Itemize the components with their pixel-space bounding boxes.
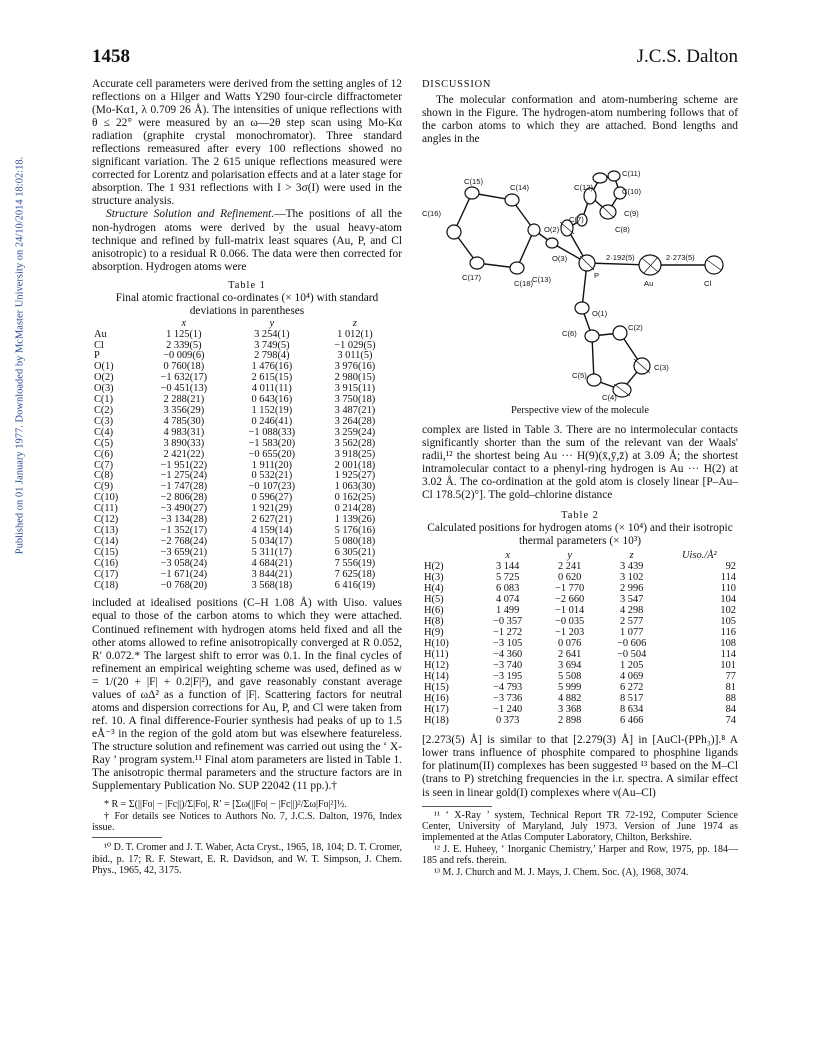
table-row — [424, 682, 736, 693]
table-cell: 3 750(18) — [334, 394, 376, 406]
table-cell: 92 — [725, 561, 736, 573]
label-o2: O(2) — [544, 225, 560, 234]
table-cell: −1 240 — [493, 704, 523, 716]
table-row — [424, 583, 736, 594]
table-cell: −0 504 — [617, 649, 647, 661]
table-cell: 3 259(24) — [334, 426, 376, 438]
table-row — [94, 559, 394, 570]
table-row — [424, 671, 736, 682]
label-c17: C(17) — [462, 273, 481, 282]
table-cell: −1 275(24) — [160, 470, 208, 482]
table-cell: 2 288(21) — [163, 394, 205, 406]
table-cell: 0 076 — [557, 638, 582, 650]
label-c4: C(4) — [602, 393, 617, 402]
table-cell: 5 725 — [495, 572, 520, 584]
table-cell: 3 144 — [495, 561, 520, 573]
atom-label: O(3) — [94, 383, 114, 395]
table-cell: 114 — [720, 649, 736, 661]
table-cell: −3 490(27) — [160, 503, 208, 515]
table-cell: −0 107(23) — [248, 481, 296, 493]
label-o1: O(1) — [592, 309, 608, 318]
table-cell: 3 568(18) — [251, 579, 293, 591]
molecule-figure — [422, 168, 738, 403]
atom-label: P — [94, 350, 100, 362]
table-row — [94, 570, 394, 581]
atom-label: Cl — [94, 339, 104, 351]
figure-caption: Perspective view of the molecule — [511, 405, 649, 416]
table-cell: 0 162(25) — [334, 492, 376, 504]
table-cell: −0 768(20) — [160, 579, 208, 591]
table-cell: 3 368 — [557, 704, 582, 716]
journal-title: J.C.S. Dalton — [636, 46, 738, 67]
table-row — [94, 330, 394, 341]
table-cell: 4 074 — [495, 594, 520, 606]
table-cell: 8 634 — [619, 704, 644, 716]
paragraph-discussion: The molecular conformation and atom-numbering scheme are shown in the Figure. The hydrogen-atom numbering follows that of the carbon atoms to which they are attached. Bond lengths and angles in the — [422, 94, 738, 146]
table-row — [424, 649, 736, 660]
page-header — [92, 46, 738, 72]
atom-label: H(16) — [424, 693, 449, 705]
table-cell: −1 671(24) — [160, 568, 208, 580]
table2-hydrogen-positions — [424, 550, 736, 726]
paragraph-cell-parameters: Accurate cell parameters were derived from the setting angles of 12 reflections on a Hilger and Watts Y290 four-circle diffractometer (Mo-Kα1, λ 0.709 26 Å). The intensities of unique reflections with θ ≤ 22° were measured by an ω—2θ step scan using Mo-Kα radiation (graphite crystal monochromator). Three standard reflections remeasured after every 100 reflections showed no significant variation. The 2 615 unique reflections measured were corrected for Lorentz and polarisation effects and at a later stage for absorption. The 1 931 reflections with I > 3σ(I) were used in the structure analysis. — [92, 78, 402, 208]
atom-label: C(5) — [94, 437, 114, 449]
left-column — [92, 78, 402, 877]
table-cell: 1 499 — [495, 605, 520, 617]
right-column-bottom — [422, 424, 738, 878]
table-row — [424, 693, 736, 704]
table-cell: 84 — [725, 704, 736, 716]
table-row — [424, 572, 736, 583]
table-cell: −3 195 — [493, 671, 523, 683]
table-cell: 2 898 — [557, 715, 582, 727]
footnote-rule — [92, 837, 162, 838]
label-c2: C(2) — [628, 323, 643, 332]
table-header-cell: x — [181, 317, 187, 329]
atom-label: C(3) — [94, 415, 114, 427]
table-cell: 1 077 — [619, 627, 644, 639]
table2-caption: Calculated positions for hydrogen atoms (× 10⁴) and their isotropic thermal parameters (× 10³) — [427, 522, 733, 548]
table-cell: −3 740 — [493, 660, 523, 672]
table-cell: 4 983(31) — [163, 426, 205, 438]
table-cell: 5 508 — [557, 671, 582, 683]
atom-label: H(4) — [424, 583, 444, 595]
table-cell: −1 583(20) — [248, 437, 296, 449]
table-cell: 2 421(22) — [163, 448, 205, 460]
atom-label: C(15) — [94, 546, 119, 558]
table-cell: 4 882 — [557, 693, 582, 705]
label-c5: C(5) — [572, 371, 587, 380]
table-cell: 4 069 — [619, 671, 644, 683]
footnote-ref-11: ¹¹ ‘ X-Ray ’ system, Technical Report TR 72-192, Computer Science Center, University of Maryland, July 1973. Version of June 1974 as implemented at the Atlas Computer Laboratory, Chilton, Berkshire. — [422, 809, 738, 844]
footnote-rule — [422, 806, 492, 807]
table-cell: 74 — [725, 715, 736, 727]
label-c6: C(6) — [562, 329, 577, 338]
atom-label: H(8) — [424, 616, 444, 628]
table-cell: −1 951(22) — [160, 459, 208, 471]
atom-label: O(2) — [94, 372, 114, 384]
paragraph-refinement: included at idealised positions (C–H 1.08 Å) with Uiso. values equal to those of the carbon atoms to which they were attached. Continued refinement with hydrogen atoms held fixed and all the other atoms allowed to refine anisotropically converged at R 0.052, R′ 0.072.* The largest shift to error was 0.1. In the final cycles of refinement an empirical weighting scheme was used, defined as w = 1/(20 + |F| + 0.2|F|²), and gave reasonably constant average values of ωΔ² as a function of |F|. Scattering factors for neutral atoms and dispersion corrections for Au, P, and Cl were taken from ref. 10. A final difference-Fourier synthesis had peaks of up to 1.5 eÅ⁻³ in the region of the gold atom but was elsewhere featureless. The structure solution and refinement was carried out using the ‘ X-Ray ’ program system.¹¹ Final atom parameters are listed in Table 1. The anisotropic thermal parameters and the structure factors are in Supplementary Publication No. SUP 22042 (11 pp.).† — [92, 597, 402, 793]
table-cell: −1 272 — [493, 627, 523, 639]
label-c13: C(13) — [532, 275, 551, 284]
table-cell: 2 798(4) — [254, 350, 290, 362]
table-cell: 4 298 — [619, 605, 644, 617]
left-footnotes — [92, 799, 402, 876]
table-cell: 2 615(15) — [251, 372, 293, 384]
label-p: P — [594, 271, 600, 280]
page-number: 1458 — [92, 46, 130, 67]
atom-label: H(2) — [424, 561, 444, 573]
label-bond-p-au: 2·192(5) — [606, 253, 635, 262]
right-footnotes — [422, 806, 738, 878]
table-cell: 3 356(29) — [163, 405, 205, 416]
table-cell: 1 476(16) — [251, 361, 293, 373]
atom-label: H(6) — [424, 605, 444, 617]
table-cell: −3 105 — [493, 638, 523, 650]
atom-label: C(2) — [94, 405, 114, 416]
table-cell: 5 999 — [557, 682, 582, 694]
atom-label: H(15) — [424, 682, 449, 694]
table-cell: 8 517 — [619, 693, 644, 705]
table-cell: −1 352(17) — [160, 524, 208, 536]
label-o3: O(3) — [552, 254, 568, 263]
table-cell: 1 063(30) — [334, 481, 376, 493]
table-cell: 2 241 — [557, 561, 582, 573]
table-cell: 0 214(28) — [334, 503, 376, 515]
table-cell: 5 176(16) — [334, 524, 376, 536]
table-cell: 3 918(25) — [334, 448, 376, 460]
table-cell: 6 305(21) — [334, 546, 376, 558]
table-header-cell: z — [629, 550, 634, 562]
table-cell: 1 911(20) — [251, 459, 292, 471]
table-cell: 1 925(27) — [334, 470, 376, 482]
table-row — [424, 616, 736, 627]
table-cell: 3 562(28) — [334, 437, 376, 449]
right-column-top — [422, 78, 738, 146]
paragraph-structure-solution: —The positions of all the non-hydrogen atoms were derived by the usual heavy-atom technique and refined by full-matrix least squares (Au, P, and Cl anisotropic) to a residual R 0.066. The data were then corrected for absorption. Hydrogen atoms were — [92, 208, 403, 273]
label-c14: C(14) — [510, 183, 529, 192]
table-cell: 2 627(21) — [251, 514, 293, 526]
table-cell: 1 921(29) — [251, 503, 293, 515]
table-row — [94, 581, 394, 592]
atom-label: C(8) — [94, 470, 114, 482]
atom-label: H(5) — [424, 594, 444, 606]
table-cell: −3 134(28) — [160, 514, 208, 526]
table1-caption: Final atomic fractional co-ordinates (× 10⁴) with standard deviations in parentheses — [115, 291, 379, 317]
table-cell: −1 747(28) — [160, 481, 208, 493]
table-cell: 2 339(5) — [166, 339, 202, 351]
table-cell: −0 655(20) — [248, 448, 296, 460]
table-cell: −1 014 — [555, 605, 585, 617]
table-cell: 3 439 — [619, 561, 644, 573]
table-header-cell: Uiso./Å² — [682, 550, 717, 562]
table-cell: 5 080(18) — [334, 535, 376, 547]
table-cell: −1 770 — [555, 583, 585, 595]
atom-label: H(14) — [424, 671, 449, 683]
table-cell: 1 125(1) — [166, 328, 202, 340]
atom-label: H(11) — [424, 649, 449, 661]
table-header-cell — [424, 550, 477, 561]
table-cell: 0 532(21) — [251, 470, 293, 482]
label-c16: C(16) — [422, 209, 441, 218]
section-heading-structure: Structure Solution and Refinement. — [106, 208, 275, 221]
table-cell: 4 785(30) — [163, 415, 205, 427]
table-cell: 3 102 — [619, 572, 644, 584]
table-cell: 0 620 — [557, 572, 582, 584]
table-header-cell: y — [269, 317, 275, 329]
table-cell: −4 360 — [493, 649, 523, 661]
table-row — [424, 660, 736, 671]
atom-label: C(4) — [94, 426, 114, 438]
table-cell: 3 264(28) — [334, 415, 376, 427]
footnote-ref-13: ¹³ M. J. Church and M. J. Mays, J. Chem. Soc. (A), 1968, 3074. — [434, 866, 689, 878]
table-cell: 2 980(15) — [334, 372, 376, 384]
table-cell: 3 011(5) — [337, 350, 373, 362]
label-c18: C(18) — [514, 279, 533, 288]
atom-label: H(12) — [424, 660, 449, 672]
table-row — [424, 704, 736, 715]
table-cell: 7 625(18) — [334, 568, 376, 580]
atom-label: C(10) — [94, 492, 119, 504]
table-cell: 105 — [720, 616, 736, 628]
table-cell: 81 — [725, 682, 736, 694]
table-cell: −4 793 — [493, 682, 523, 694]
atom-label: C(13) — [94, 524, 119, 536]
table-cell: 3 694 — [557, 660, 582, 672]
table-cell: 0 596(27) — [251, 492, 293, 504]
table-row — [424, 627, 736, 638]
label-c11: C(11) — [622, 169, 641, 178]
table-cell: 3 749(5) — [254, 339, 290, 351]
table-cell: 2 996 — [619, 583, 644, 595]
paragraph-contacts: complex are listed in Table 3. There are no intermolecular contacts significantly shorter than the sum of the relevant van der Waals' radii,¹² the shortest being Au ··· H(9)(x̄,ȳ,z̄) at 3.09 Å; the shortest intramolecular contact to a phenyl-ring hydrogen is Au ··· H(2) at 3.02 Å. The co-ordination at the gold atom is closely linear [P–Au–Cl 178.5(2)°]. The gold–chlorine distance — [422, 424, 738, 502]
table-cell: 3 487(21) — [334, 405, 376, 416]
table-cell: −0 009(6) — [163, 350, 205, 362]
atom-label: C(1) — [94, 394, 114, 406]
table-cell: 5 311(17) — [251, 546, 292, 558]
table-cell: 104 — [720, 594, 736, 606]
label-c12: C(12) — [574, 183, 593, 192]
table-cell: 88 — [725, 693, 736, 705]
atom-label: C(12) — [94, 514, 119, 526]
table-row — [424, 561, 736, 572]
label-bond-au-cl: 2·273(5) — [666, 253, 695, 262]
table-cell: 2 577 — [619, 616, 644, 628]
table-cell: −0 035 — [555, 616, 585, 628]
table-cell: 2 641 — [557, 649, 582, 661]
table-cell: −0 357 — [493, 616, 523, 628]
table-cell: 1 012(1) — [337, 328, 373, 340]
table-cell: 116 — [720, 627, 736, 639]
label-cl: Cl — [704, 279, 712, 288]
table-cell: −3 058(24) — [160, 557, 208, 569]
footnote-ref-12: ¹² J. E. Huheey, ‘ Inorganic Chemistry,’ Harper and Row, 1975, pp. 184—185 and refs. therein. — [422, 843, 738, 867]
table-cell: 3 915(11) — [334, 383, 376, 395]
table-header-row — [424, 550, 736, 561]
table-cell: 1 139(26) — [334, 514, 376, 526]
atom-label: C(11) — [94, 503, 118, 515]
download-watermark — [0, 0, 24, 1056]
table-cell: 3 844(21) — [251, 568, 293, 580]
table-cell: 114 — [720, 572, 736, 584]
table-cell: 2 001(18) — [334, 459, 376, 471]
paragraph-gold-chlorine: [2.273(5) Å] is similar to that [2.279(3) Å] in [AuCl-(PPh₃)].⁸ A lower trans influence of phosphite compared to phosphine ligands for platinum(II) complexes has been suggested ¹³ based on the M–Cl (trans to P) stretching frequencies in the i.r. spectra. A similar effect is seen in linear gold(I) complexes where ν(Au–Cl) — [422, 734, 738, 799]
table-cell: 0 246(41) — [251, 415, 293, 427]
atom-label: C(17) — [94, 568, 119, 580]
table-cell: 3 890(33) — [163, 437, 205, 449]
table-cell: −2 660 — [555, 594, 585, 606]
table-cell: −1 203 — [555, 627, 585, 639]
table-cell: −2 806(28) — [160, 492, 208, 504]
table-cell: −0 606 — [617, 638, 647, 650]
table-cell: 7 556(19) — [334, 557, 376, 569]
table-cell: 0 373 — [495, 715, 520, 727]
table-cell: 6 272 — [619, 682, 644, 694]
atom-label: H(9) — [424, 627, 444, 639]
table-cell: 5 034(17) — [251, 535, 293, 547]
footnote-ref-10: ¹⁰ D. T. Cromer and J. T. Waber, Acta Cryst., 1965, 18, 104; D. T. Cromer, ibid., p. 17; R. F. Stewart, E. R. Davidson, and W. T. Simpson, J. Chem. Phys., 1965, 42, 3175. — [92, 842, 402, 877]
atom-label: C(14) — [94, 535, 119, 547]
table-cell: 6 466 — [619, 715, 644, 727]
footnote-notices: † For details see Notices to Authors No. 7, J.C.S. Dalton, 1976, Index issue. — [92, 810, 402, 833]
table-cell: −1 088(33) — [248, 426, 296, 438]
table-cell: −1 632(17) — [160, 372, 208, 384]
table-header-cell: z — [352, 317, 357, 329]
atom-label: C(18) — [94, 579, 119, 591]
label-c3: C(3) — [654, 363, 669, 372]
table-cell: 4 684(21) — [251, 557, 293, 569]
table-cell: 3 976(16) — [334, 361, 376, 373]
atom-label: H(18) — [424, 715, 449, 727]
atom-label: H(3) — [424, 572, 444, 584]
atom-label: C(7) — [94, 459, 114, 471]
table-cell: 1 205 — [619, 660, 644, 672]
table-cell: 77 — [725, 671, 736, 683]
label-c10: C(10) — [622, 187, 641, 196]
table-cell: 3 254(1) — [254, 328, 290, 340]
table-row — [424, 715, 736, 726]
section-heading-discussion: DISCUSSION — [422, 79, 492, 90]
table-cell: −0 451(13) — [160, 383, 208, 395]
table-header-cell: x — [505, 550, 510, 562]
table-cell: −3 659(21) — [160, 546, 208, 558]
table-row — [94, 450, 394, 461]
table-cell: 102 — [720, 605, 736, 617]
table1-coordinates — [94, 319, 394, 592]
atom-label: H(17) — [424, 704, 449, 716]
table-row — [424, 638, 736, 649]
table-cell: 110 — [720, 583, 736, 595]
table-header-cell: y — [567, 550, 572, 562]
label-c15: C(15) — [464, 177, 483, 186]
atom-label: C(16) — [94, 557, 119, 569]
atom-label: Au — [94, 328, 107, 340]
atom-label: O(1) — [94, 361, 114, 373]
label-c7: C(7) — [569, 215, 584, 224]
atom-label: C(6) — [94, 448, 114, 460]
table1-title: Table 1 — [228, 279, 266, 291]
table-cell: 101 — [720, 660, 736, 672]
table-cell: 108 — [720, 638, 736, 650]
label-c8: C(8) — [615, 225, 630, 234]
footnote-r-definition: * R = Σ(||Fo| − |Fc||)/Σ|Fo|, R′ = [Σω(||Fo| − |Fc||)²/Σω|Fo|²]½. — [104, 799, 347, 811]
table-cell: 0 760(18) — [163, 361, 205, 373]
table-cell: −1 029(5) — [334, 339, 376, 351]
label-au: Au — [644, 279, 654, 288]
label-c9: C(9) — [624, 209, 639, 218]
atom-label: C(9) — [94, 481, 114, 493]
watermark-text: Published on 01 January 1977. Downloaded by McMaster University on 24/10/2014 18:02:18. — [14, 156, 26, 555]
table2-title: Table 2 — [561, 510, 599, 522]
atom-label: H(10) — [424, 638, 449, 650]
table-row — [94, 439, 394, 450]
table-cell: 0 643(16) — [251, 394, 293, 406]
table-row — [424, 594, 736, 605]
table-cell: −3 736 — [493, 693, 523, 705]
table-cell: 1 152(19) — [251, 405, 293, 416]
table-cell: 6 083 — [495, 583, 520, 595]
table-cell: 4 159(14) — [251, 524, 293, 536]
table-cell: 6 416(19) — [334, 579, 376, 591]
table-cell: 4 011(11) — [251, 383, 292, 395]
table-cell: −2 768(24) — [160, 535, 208, 547]
table-cell: 3 547 — [619, 594, 644, 606]
table-row — [424, 605, 736, 616]
